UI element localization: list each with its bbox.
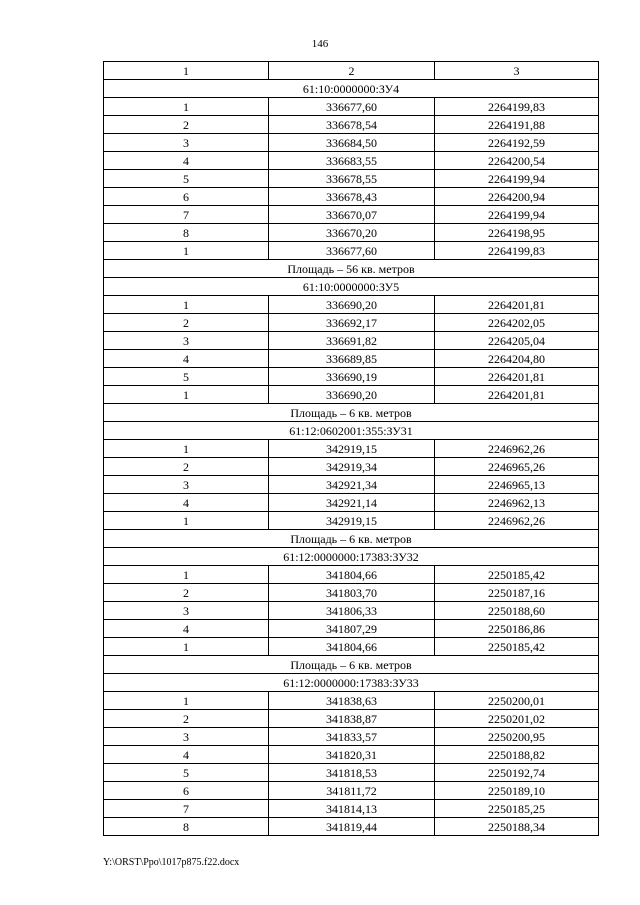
point-number-cell: 4 xyxy=(104,350,269,368)
section-cadastral-number: 61:12:0000000:17383:ЗУ32 xyxy=(104,548,599,566)
x-coordinate-cell: 341833,57 xyxy=(269,728,435,746)
x-coordinate-cell: 342919,34 xyxy=(269,458,435,476)
point-number-cell: 5 xyxy=(104,170,269,188)
y-coordinate-cell: 2246962,26 xyxy=(435,440,599,458)
x-coordinate-cell: 341814,13 xyxy=(269,800,435,818)
y-coordinate-cell: 2250188,60 xyxy=(435,602,599,620)
y-coordinate-cell: 2250188,82 xyxy=(435,746,599,764)
x-coordinate-cell: 341819,44 xyxy=(269,818,435,836)
x-coordinate-cell: 336690,20 xyxy=(269,386,435,404)
point-number-cell: 1 xyxy=(104,638,269,656)
x-coordinate-cell: 336691,82 xyxy=(269,332,435,350)
table-row xyxy=(104,818,599,836)
table-row xyxy=(104,458,599,476)
point-number-cell: 1 xyxy=(104,566,269,584)
y-coordinate-cell: 2250192,74 xyxy=(435,764,599,782)
y-coordinate-cell: 2264204,80 xyxy=(435,350,599,368)
table-row xyxy=(104,728,599,746)
point-number-cell: 5 xyxy=(104,368,269,386)
point-number-cell: 2 xyxy=(104,314,269,332)
x-coordinate-cell: 342921,14 xyxy=(269,494,435,512)
x-coordinate-cell: 336670,20 xyxy=(269,224,435,242)
x-coordinate-cell: 336678,43 xyxy=(269,188,435,206)
section-area: Площадь – 6 кв. метров xyxy=(104,404,599,422)
table-row xyxy=(104,584,599,602)
x-coordinate-cell: 341806,33 xyxy=(269,602,435,620)
page-number: 146 xyxy=(311,38,329,50)
section-area-row xyxy=(104,656,599,674)
section-cadastral-number: 61:12:0000000:17383:ЗУ33 xyxy=(104,674,599,692)
point-number-cell: 6 xyxy=(104,782,269,800)
y-coordinate-cell: 2250187,16 xyxy=(435,584,599,602)
table-row xyxy=(104,710,599,728)
x-coordinate-cell: 341838,87 xyxy=(269,710,435,728)
section-area-row xyxy=(104,260,599,278)
table-row xyxy=(104,98,599,116)
table-header-row xyxy=(104,62,599,80)
table-row xyxy=(104,116,599,134)
point-number-cell: 4 xyxy=(104,620,269,638)
point-number-cell: 1 xyxy=(104,296,269,314)
table-row xyxy=(104,134,599,152)
x-coordinate-cell: 336692,17 xyxy=(269,314,435,332)
column-header-2: 2 xyxy=(269,62,435,80)
section-area-row xyxy=(104,530,599,548)
x-coordinate-cell: 341804,66 xyxy=(269,638,435,656)
section-title-row xyxy=(104,278,599,296)
point-number-cell: 2 xyxy=(104,584,269,602)
x-coordinate-cell: 336677,60 xyxy=(269,98,435,116)
section-cadastral-number: 61:10:0000000:ЗУ4 xyxy=(104,80,599,98)
x-coordinate-cell: 341811,72 xyxy=(269,782,435,800)
y-coordinate-cell: 2264199,94 xyxy=(435,170,599,188)
x-coordinate-cell: 342919,15 xyxy=(269,440,435,458)
y-coordinate-cell: 2246962,13 xyxy=(435,494,599,512)
section-title-row xyxy=(104,548,599,566)
x-coordinate-cell: 341820,31 xyxy=(269,746,435,764)
table-row xyxy=(104,800,599,818)
table-row xyxy=(104,386,599,404)
point-number-cell: 1 xyxy=(104,692,269,710)
point-number-cell: 8 xyxy=(104,818,269,836)
table-row xyxy=(104,440,599,458)
y-coordinate-cell: 2264200,94 xyxy=(435,188,599,206)
table-row xyxy=(104,566,599,584)
point-number-cell: 1 xyxy=(104,242,269,260)
table-row xyxy=(104,152,599,170)
point-number-cell: 1 xyxy=(104,512,269,530)
y-coordinate-cell: 2264192,59 xyxy=(435,134,599,152)
table-row xyxy=(104,170,599,188)
y-coordinate-cell: 2264201,81 xyxy=(435,386,599,404)
x-coordinate-cell: 342921,34 xyxy=(269,476,435,494)
x-coordinate-cell: 342919,15 xyxy=(269,512,435,530)
point-number-cell: 5 xyxy=(104,764,269,782)
y-coordinate-cell: 2250188,34 xyxy=(435,818,599,836)
section-area: Площадь – 56 кв. метров xyxy=(104,260,599,278)
y-coordinate-cell: 2264205,04 xyxy=(435,332,599,350)
y-coordinate-cell: 2264191,88 xyxy=(435,116,599,134)
x-coordinate-cell: 336677,60 xyxy=(269,242,435,260)
x-coordinate-cell: 336690,19 xyxy=(269,368,435,386)
section-title-row xyxy=(104,422,599,440)
y-coordinate-cell: 2264199,83 xyxy=(435,242,599,260)
section-cadastral-number: 61:12:0602001:355:ЗУ31 xyxy=(104,422,599,440)
y-coordinate-cell: 2250201,02 xyxy=(435,710,599,728)
point-number-cell: 6 xyxy=(104,188,269,206)
table-row xyxy=(104,620,599,638)
y-coordinate-cell: 2264201,81 xyxy=(435,296,599,314)
point-number-cell: 3 xyxy=(104,332,269,350)
footer-file-path: Y:\ORST\Ppo\1017p875.f22.docx xyxy=(103,857,240,868)
point-number-cell: 2 xyxy=(104,458,269,476)
table-row xyxy=(104,512,599,530)
y-coordinate-cell: 2264202,05 xyxy=(435,314,599,332)
point-number-cell: 1 xyxy=(104,98,269,116)
point-number-cell: 3 xyxy=(104,728,269,746)
y-coordinate-cell: 2246965,26 xyxy=(435,458,599,476)
table-row xyxy=(104,782,599,800)
column-header-3: 3 xyxy=(435,62,599,80)
section-area: Площадь – 6 кв. метров xyxy=(104,656,599,674)
y-coordinate-cell: 2250186,86 xyxy=(435,620,599,638)
table-row xyxy=(104,350,599,368)
x-coordinate-cell: 341804,66 xyxy=(269,566,435,584)
point-number-cell: 2 xyxy=(104,116,269,134)
coordinates-table-body xyxy=(104,62,599,836)
table-row xyxy=(104,494,599,512)
section-area: Площадь – 6 кв. метров xyxy=(104,530,599,548)
x-coordinate-cell: 336683,55 xyxy=(269,152,435,170)
x-coordinate-cell: 336678,54 xyxy=(269,116,435,134)
section-title-row xyxy=(104,80,599,98)
point-number-cell: 4 xyxy=(104,152,269,170)
table-row xyxy=(104,332,599,350)
y-coordinate-cell: 2250200,95 xyxy=(435,728,599,746)
x-coordinate-cell: 336678,55 xyxy=(269,170,435,188)
table-row xyxy=(104,692,599,710)
table-row xyxy=(104,764,599,782)
y-coordinate-cell: 2264199,94 xyxy=(435,206,599,224)
section-area-row xyxy=(104,404,599,422)
point-number-cell: 3 xyxy=(104,476,269,494)
coordinates-table xyxy=(103,61,599,836)
x-coordinate-cell: 336670,07 xyxy=(269,206,435,224)
section-title-row xyxy=(104,674,599,692)
column-header-1: 1 xyxy=(104,62,269,80)
table-row xyxy=(104,206,599,224)
point-number-cell: 4 xyxy=(104,494,269,512)
y-coordinate-cell: 2264200,54 xyxy=(435,152,599,170)
point-number-cell: 3 xyxy=(104,134,269,152)
y-coordinate-cell: 2264198,95 xyxy=(435,224,599,242)
table-row xyxy=(104,242,599,260)
y-coordinate-cell: 2246965,13 xyxy=(435,476,599,494)
x-coordinate-cell: 341838,63 xyxy=(269,692,435,710)
point-number-cell: 4 xyxy=(104,746,269,764)
x-coordinate-cell: 341807,29 xyxy=(269,620,435,638)
point-number-cell: 1 xyxy=(104,440,269,458)
x-coordinate-cell: 336690,20 xyxy=(269,296,435,314)
table-row xyxy=(104,314,599,332)
y-coordinate-cell: 2250185,42 xyxy=(435,566,599,584)
table-row xyxy=(104,746,599,764)
y-coordinate-cell: 2250185,25 xyxy=(435,800,599,818)
table-row xyxy=(104,188,599,206)
table-row xyxy=(104,224,599,242)
y-coordinate-cell: 2246962,26 xyxy=(435,512,599,530)
y-coordinate-cell: 2250200,01 xyxy=(435,692,599,710)
point-number-cell: 1 xyxy=(104,386,269,404)
section-cadastral-number: 61:10:0000000:ЗУ5 xyxy=(104,278,599,296)
table-row xyxy=(104,638,599,656)
y-coordinate-cell: 2264199,83 xyxy=(435,98,599,116)
point-number-cell: 7 xyxy=(104,206,269,224)
table-row xyxy=(104,476,599,494)
y-coordinate-cell: 2250189,10 xyxy=(435,782,599,800)
x-coordinate-cell: 336689,85 xyxy=(269,350,435,368)
y-coordinate-cell: 2264201,81 xyxy=(435,368,599,386)
table-row xyxy=(104,602,599,620)
point-number-cell: 2 xyxy=(104,710,269,728)
point-number-cell: 3 xyxy=(104,602,269,620)
x-coordinate-cell: 341818,53 xyxy=(269,764,435,782)
point-number-cell: 7 xyxy=(104,800,269,818)
y-coordinate-cell: 2250185,42 xyxy=(435,638,599,656)
table-row xyxy=(104,296,599,314)
x-coordinate-cell: 336684,50 xyxy=(269,134,435,152)
point-number-cell: 8 xyxy=(104,224,269,242)
x-coordinate-cell: 341803,70 xyxy=(269,584,435,602)
table-row xyxy=(104,368,599,386)
